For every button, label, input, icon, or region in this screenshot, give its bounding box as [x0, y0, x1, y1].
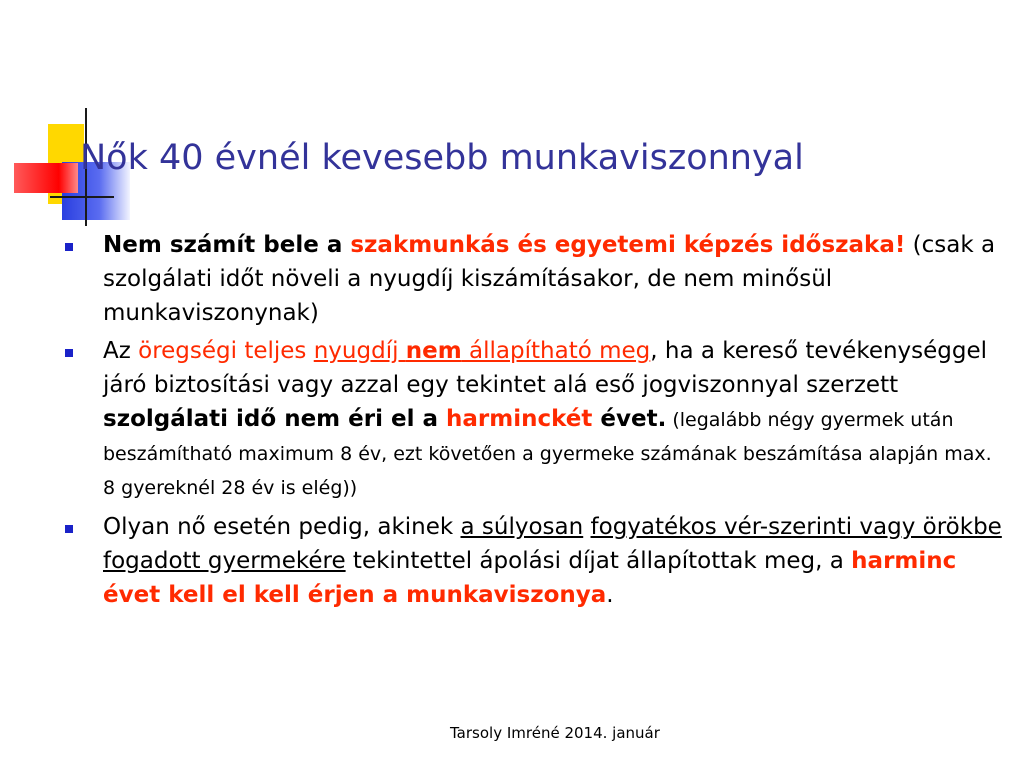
- bullet-item: Az öregségi teljes nyugdíj nem állapítható meg, ha a kereső tevékenységgel járó biztosítási vagy azzal egy tekintet alá eső jogviszonnyal szerzett szolgálati idő nem éri el a harminckét évet. (legalább négy gyermek után beszámítható maximum 8 év, ezt követően a gyermeke számának beszámítása alapján max. 8 gyereknél 28 év is elég)): [62, 334, 1002, 504]
- decor-horizontal-line: [50, 196, 114, 198]
- slide-title: Nők 40 évnél kevesebb munkaviszonnyal: [80, 138, 804, 178]
- bullet-item: Olyan nő esetén pedig, akinek a súlyosan fogyatékos vér-szerinti vagy örökbe fogadott gyermekére tekintettel ápolási díjat állapítottak meg, a harminc évet kell el kell érjen a munkaviszonya.: [62, 510, 1002, 612]
- slide-footer: Tarsoly Imréné 2014. január: [450, 724, 660, 742]
- bullet-item: Nem számít bele a szakmunkás és egyetemi képzés időszaka! (csak a szolgálati időt növeli a nyugdíj kiszámításakor, de nem minősül munkaviszonynak): [62, 228, 1002, 330]
- decor-red-bar: [14, 163, 78, 193]
- bullet-square-icon: [65, 243, 73, 251]
- bullet-list: [62, 228, 1002, 612]
- bullet-square-icon: [65, 349, 73, 357]
- bullet-square-icon: [65, 525, 73, 533]
